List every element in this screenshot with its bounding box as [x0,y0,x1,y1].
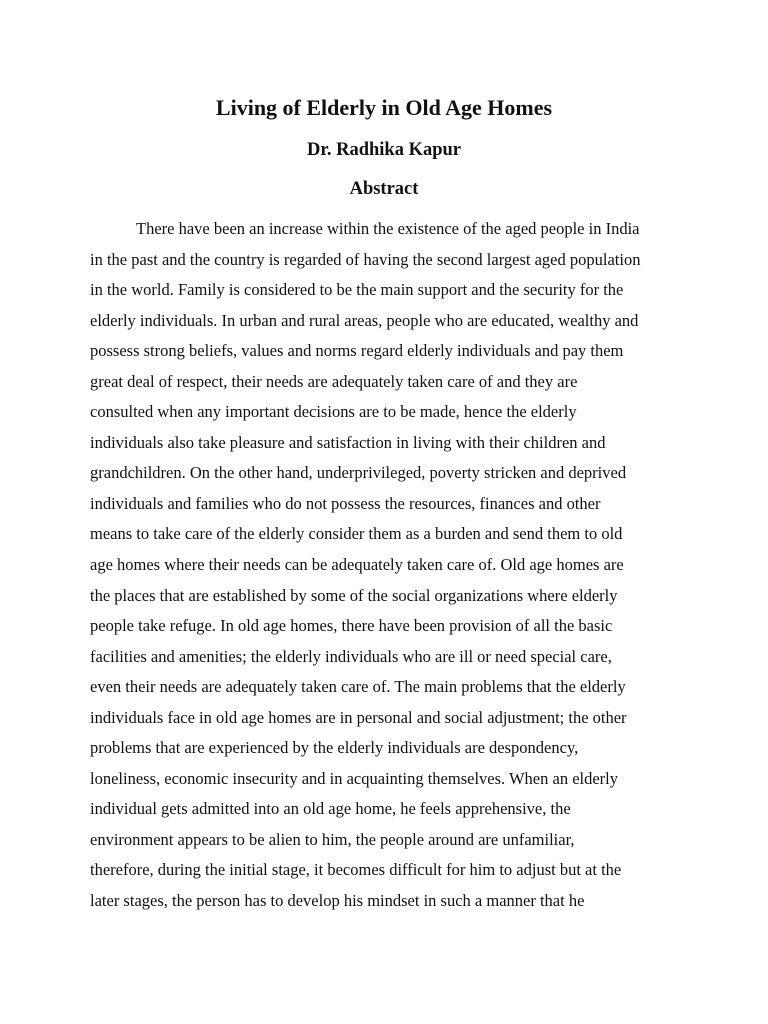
abstract-line: consulted when any important decisions are to be made, hence the elderly [90,402,577,422]
abstract-line: great deal of respect, their needs are adequately taken care of and they are [90,371,578,391]
abstract-line: in the past and the country is regarded of having the second largest aged population [90,249,641,269]
author-name: Dr. Radhika Kapur [306,140,462,160]
abstract-line: the places that are established by some of the social organizations where elderly [90,585,618,605]
abstract-line: means to take care of the elderly consider them as a burden and send them to old [90,524,623,544]
abstract-line: individual gets admitted into an old age home, he feels apprehensive, the [90,799,571,819]
abstract-line: possess strong beliefs, values and norms regard elderly individuals and pay them [90,341,624,361]
abstract-line: loneliness, economic insecurity and in acquainting themselves. When an elderly [90,768,618,788]
abstract-line: elderly individuals. In urban and rural areas, people who are educated, wealthy and [90,310,639,330]
abstract-line: people take refuge. In old age homes, there have been provision of all the basic [90,616,613,636]
abstract-body [90,214,680,917]
document-title: Living of Elderly in Old Age Homes [215,95,553,120]
abstract-line: facilities and amenities; the elderly individuals who are ill or need special care, [90,646,612,666]
abstract-line: later stages, the person has to develop his mindset in such a manner that he [90,891,585,911]
abstract-line: individuals and families who do not possess the resources, finances and other [90,493,601,513]
abstract-line: environment appears to be alien to him, the people around are unfamiliar, [90,829,575,849]
abstract-line: age homes where their needs can be adequately taken care of. Old age homes are [90,555,624,575]
abstract-line: There have been an increase within the existence of the aged people in India [136,219,640,238]
abstract-line: individuals face in old age homes are in personal and social adjustment; the other [90,707,627,727]
abstract-line: even their needs are adequately taken care of. The main problems that the elderly [90,677,626,697]
abstract-line: grandchildren. On the other hand, underprivileged, poverty stricken and deprived [90,463,627,483]
abstract-line: individuals also take pleasure and satisfaction in living with their children and [90,432,606,452]
abstract-line: therefore, during the initial stage, it becomes difficult for him to adjust but at the [90,860,622,880]
abstract-line: problems that are experienced by the elderly individuals are despondency, [90,738,579,758]
abstract-heading: Abstract [349,179,419,199]
abstract-line: in the world. Family is considered to be the main support and the security for the [90,280,624,300]
